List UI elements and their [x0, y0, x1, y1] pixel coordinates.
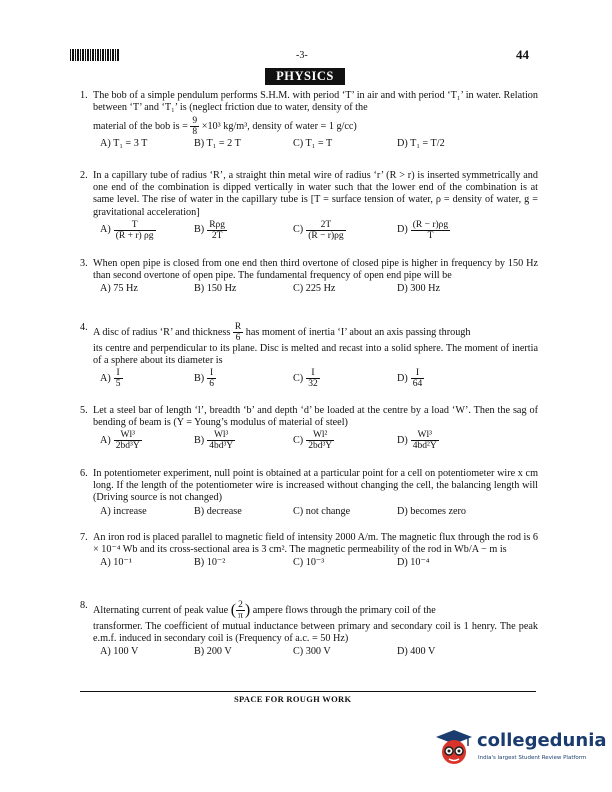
fraction — [114, 220, 156, 241]
fraction-num: Wl³ — [207, 430, 235, 441]
logo-name: collegedunia — [477, 730, 607, 751]
fraction — [207, 430, 235, 451]
fraction-num: 9 — [192, 116, 198, 127]
fraction-den: (R − r)ρg — [308, 230, 344, 241]
fraction — [207, 368, 216, 389]
option-a: A) 100 V — [100, 646, 139, 658]
fraction-den: 64 — [412, 379, 423, 390]
option-c: C) not change — [293, 505, 351, 517]
question-number: 7. — [80, 532, 88, 543]
fraction-den: 32 — [308, 379, 318, 390]
option-c: C) 225 Hz — [293, 283, 336, 295]
fraction-den: 4bd²Y — [412, 441, 437, 452]
fraction — [114, 430, 142, 451]
fraction — [306, 430, 334, 451]
fraction-num: Rρg — [209, 219, 226, 230]
fraction — [411, 220, 450, 241]
fraction-num: 2T — [306, 220, 345, 231]
options-row — [93, 646, 538, 659]
question-text-part: ampere flows through the primary coil of the — [252, 604, 436, 616]
question-text: The bob of a simple pendulum performs S.H.M. with period ‘T’ in air and with period ‘T₁’ in water. Relation between ‘T’ and ‘T₁’ is (neglect friction due to water, density of the — [93, 90, 538, 114]
options-row — [93, 220, 538, 244]
option-b — [194, 430, 235, 451]
option-label: D) — [397, 224, 408, 236]
fraction-num: 2 — [236, 600, 245, 611]
options-row — [93, 430, 538, 454]
option-label: B) — [194, 372, 205, 384]
options-row — [93, 506, 538, 519]
fraction-den: 4bd³Y — [209, 441, 234, 452]
option-a: A) 75 Hz — [100, 283, 138, 295]
option-c: C) 300 V — [293, 646, 331, 658]
rough-work-label: SPACE FOR ROUGH WORK — [234, 694, 352, 704]
question-text: An iron rod is placed parallel to magnetic field of intensity 2000 A/m. The magnetic flux through the rod is 6 × 10⁻⁴ Wb and its cross-sectional area is 3 cm². The magnetic permeability of the rod in Wb/A − m is — [93, 532, 538, 556]
fraction — [233, 322, 243, 343]
options-row — [93, 557, 538, 570]
question-3 — [80, 258, 538, 296]
fraction-den: (R + r) ρg — [115, 230, 154, 241]
option-label: A) — [100, 224, 111, 236]
fraction-num: I — [114, 368, 123, 379]
fraction-num: Wl³ — [411, 430, 439, 441]
option-a — [100, 220, 156, 241]
question-5 — [80, 405, 538, 454]
option-d: D) 10⁻⁴ — [397, 557, 430, 569]
question-7 — [80, 532, 538, 570]
mascot-icon — [434, 728, 474, 768]
fraction — [306, 368, 320, 389]
fraction-num: Wl³ — [114, 430, 142, 441]
option-c: C) T₁ = T — [293, 138, 333, 150]
option-c: C) 10⁻³ — [293, 557, 325, 569]
option-a: A) increase — [100, 505, 147, 517]
option-label: C) — [293, 372, 304, 384]
question-text-part: A disc of radius ‘R’ and thickness — [93, 326, 231, 338]
option-label: A) — [100, 372, 111, 384]
option-b: B) 150 Hz — [194, 283, 237, 295]
options-row — [93, 283, 538, 296]
option-d: D) T₁ = T/2 — [397, 138, 445, 150]
question-2 — [80, 170, 538, 244]
fraction — [306, 220, 345, 241]
option-d — [397, 220, 450, 241]
fraction — [207, 220, 227, 241]
option-a — [100, 368, 123, 389]
fraction — [411, 368, 425, 389]
option-b — [194, 368, 216, 389]
question-number: 1. — [80, 90, 88, 101]
fraction-num: T — [114, 220, 156, 231]
option-d — [397, 368, 424, 389]
fraction — [236, 600, 245, 621]
question-text-part: ×10³ kg/m³, density of water = 1 g/cc) — [201, 121, 357, 133]
question-text: Let a steel bar of length ‘l’, breadth ‘b’ and depth ‘d’ be loaded at the centre by a load ‘W’. Then the sag of bending of beam is (Y = Young’s modulus of material of steel) — [93, 405, 538, 429]
option-d — [397, 430, 439, 451]
question-text: its centre and perpendicular to its plane. Disc is melted and recast into a solid sphere. The moment of inertia of a sphere about its diameter is — [93, 343, 538, 367]
question-number: 4. — [80, 322, 88, 333]
subject-title: PHYSICS — [265, 68, 345, 85]
paren-right: ) — [244, 601, 251, 619]
question-4 — [80, 322, 538, 392]
option-label: D) — [397, 372, 408, 384]
question-6 — [80, 468, 538, 518]
option-d: D) becomes zero — [397, 505, 467, 517]
options-row — [93, 138, 538, 151]
fraction-den: 5 — [115, 379, 121, 390]
question-text: In a capillary tube of radius ‘R’, a straight thin metal wire of radius ‘r’ (R > r) is inserted symmetrically and one end of the combination is dipped vertically in water such that the lower end of the combination is at same level. The rise of water in the capillary tube is [T = surface tension of water, ρ = density of water, g = gravitational acceleration] — [93, 170, 538, 218]
logo-tagline: India's largest Student Review Platform — [478, 755, 587, 761]
option-b: B) decrease — [194, 505, 242, 517]
fraction-num: R — [234, 322, 242, 332]
fraction-den: 8 — [192, 127, 198, 138]
option-b: B) 10⁻² — [194, 557, 226, 569]
option-c — [293, 220, 346, 241]
option-d: D) 400 V — [397, 646, 436, 658]
paren-left: ( — [230, 601, 237, 619]
question-number: 5. — [80, 405, 88, 416]
paper-code: 44 — [516, 47, 529, 62]
fraction-den: 6 — [209, 379, 214, 390]
question-text-part: has moment of inertia ‘I’ about an axis passing through — [245, 326, 471, 338]
fraction-den: π — [238, 611, 243, 621]
option-label: C) — [293, 434, 304, 446]
fraction-num: (R − r)ρg — [412, 219, 449, 230]
fraction-num: I — [207, 368, 216, 379]
question-text: When open pipe is closed from one end then third overtone of closed pipe is higher in frequency by 150 Hz than second overtone of open pipe. The fundamental frequency of open end pipe will be — [93, 258, 538, 282]
fraction-den: T — [427, 230, 434, 241]
option-label: B) — [194, 224, 205, 236]
fraction-den: 2bd³Y — [115, 441, 140, 452]
option-b: B) 200 V — [194, 646, 232, 658]
options-row — [93, 368, 538, 392]
question-text: transformer. The coefficient of mutual inductance between primary and secondary coil is 1 henry. The peak e.m.f. induced in secondary coil is (Frequency of a.c. = 50 Hz) — [93, 621, 538, 645]
option-label: B) — [194, 434, 205, 446]
question-number: 2. — [80, 170, 88, 181]
option-label: A) — [100, 434, 111, 446]
fraction — [411, 430, 439, 451]
option-b: B) T₁ = 2 T — [194, 138, 241, 150]
option-b — [194, 220, 227, 241]
question-1 — [80, 90, 538, 151]
option-a — [100, 430, 142, 451]
question-8 — [80, 600, 538, 659]
question-text: In potentiometer experiment, null point is obtained at a particular point for a cell on potentiometer wire x cm long. If the length of the potentiometer wire is increased without changing the cell, the balancing length will (Driving source is not changed) — [93, 468, 538, 504]
question-text-line — [93, 322, 538, 343]
barcode — [70, 49, 120, 61]
fraction-num: I — [306, 368, 320, 379]
question-text-part: material of the bob is = — [93, 121, 188, 133]
option-a: A) T₁ = 3 T — [100, 138, 148, 150]
question-number: 6. — [80, 468, 88, 479]
option-label: C) — [293, 224, 304, 236]
fraction-num: Wl² — [306, 430, 334, 441]
question-number: 8. — [80, 600, 88, 611]
question-text-line — [93, 600, 538, 621]
option-d: D) 300 Hz — [397, 283, 441, 295]
question-text-line — [93, 116, 538, 137]
question-number: 3. — [80, 258, 88, 269]
fraction — [190, 116, 199, 137]
fraction-num: I — [411, 368, 425, 379]
option-label: D) — [397, 434, 408, 446]
collegedunia-logo — [434, 726, 607, 776]
option-c — [293, 430, 334, 451]
page-number: -3- — [296, 50, 308, 61]
question-text-part: Alternating current of peak value — [93, 604, 229, 616]
fraction-den: 6 — [235, 333, 241, 343]
option-c — [293, 368, 320, 389]
fraction-den: 2bd³Y — [308, 441, 333, 452]
fraction — [114, 368, 123, 389]
divider — [80, 691, 536, 692]
option-a: A) 10⁻¹ — [100, 557, 132, 569]
fraction-den: 2T — [211, 230, 223, 241]
